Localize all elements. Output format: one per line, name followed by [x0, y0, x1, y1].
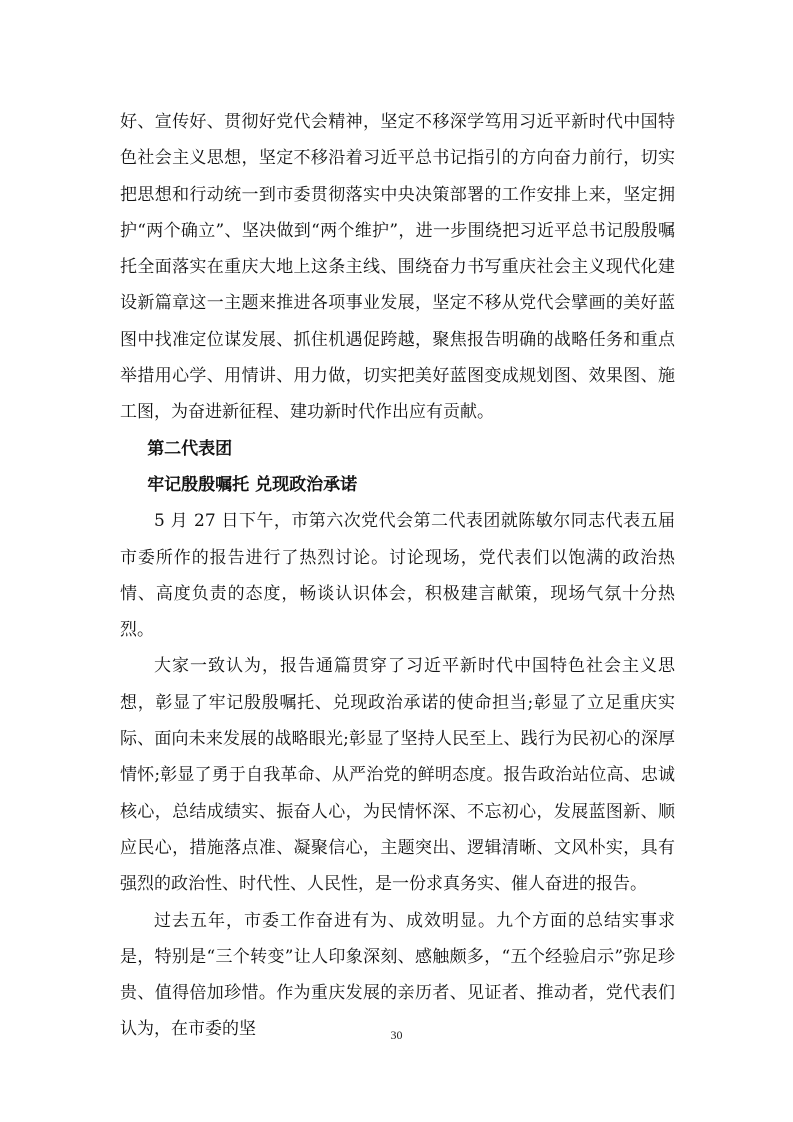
section-subheading: 牢记殷殷嘱托 兑现政治承诺 [147, 474, 358, 495]
document-body [120, 104, 675, 1048]
section-heading-delegation: 第二代表团 [147, 438, 233, 459]
paragraph-consensus: 大家一致认为，报告通篇贯穿了习近平新时代中国特色社会主义思想，彰显了牢记殷殷嘱托、兑现政治承诺的使命担当;彰显了立足重庆实际、面向未来发展的战略眼光;彰显了坚持人民至上、践行为民初心的深厚情怀;彰显了勇于自我革命、从严治党的鲜明态度。报告政治站位高、忠诚核心，总结成绩实、振奋人心，为民情怀深、不忘初心，发展蓝图新、顺应民心，措施落点准、凝聚信心，主题突出、逻辑清晰、文风朴实，具有强烈的政治性、时代性、人民性，是一份求真务实、催人奋进的报告。 [120, 656, 675, 895]
page-number: 30 [390, 1028, 403, 1042]
paragraph-past-five-years: 过去五年，市委工作奋进有为、成效明显。九个方面的总结实事求是，特别是“三个转变”让人印象深刻、感触颇多，“五个经验启示”弥足珍贵、值得倍加珍惜。作为重庆发展的亲历者、见证者、推动者，党代表们认为，在市委的坚 [120, 910, 675, 1040]
paragraph-continuation: 好、宣传好、贯彻好党代会精神，坚定不移深学笃用习近平新时代中国特色社会主义思想，坚定不移沿着习近平总书记指引的方向奋力前行，切实把思想和行动统一到市委贯彻落实中央决策部署的工作安排上来，坚定拥护“两个确立”、坚决做到“两个维护”，进一步围绕把习近平总书记殷殷嘱托全面落实在重庆大地上这条主线、围绕奋力书写重庆社会主义现代化建设新篇章这一主题来推进各项事业发展，坚定不移从党代会擘画的美好蓝图中找准定位谋发展、抓住机遇促跨越，聚焦报告明确的战略任务和重点举措用心学、用情讲、用力做，切实把美好蓝图变成规划图、效果图、施工图，为奋进新征程、建功新时代作出应有贡献。 [120, 112, 675, 423]
paragraph-discussion-intro: 5 月 27 日下午，市第六次党代会第二代表团就陈敏尔同志代表五届市委所作的报告进行了热烈讨论。讨论现场，党代表们以饱满的政治热情、高度负责的态度，畅谈认识体会，积极建言献策，现场气氛十分热烈。 [120, 511, 675, 641]
